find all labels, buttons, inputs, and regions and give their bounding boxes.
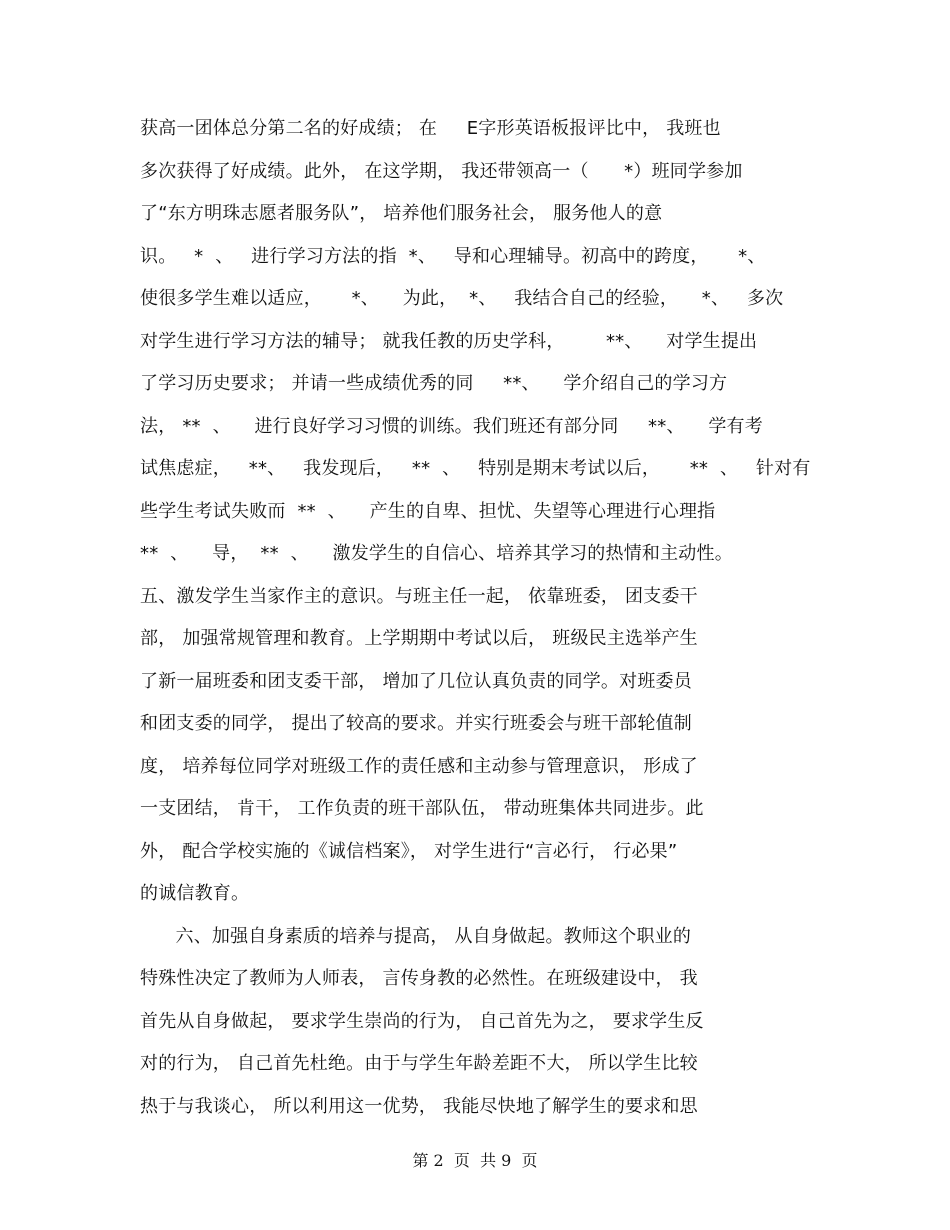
text-line: 使很多学生难以适应， *、 为此， *、 我结合自己的经验， *、 多次 <box>140 288 784 309</box>
text-line: 多次获得了好成绩。此外， 在这学期， 我还带领高一（ *）班同学参加 <box>140 160 743 182</box>
text-line: 一支团结， 肯干， 工作负责的班干部队伍， 带动班集体共同进步。此 <box>140 798 704 819</box>
page-number-footer: 第 2 页 共 9 页 <box>412 1151 538 1170</box>
text-line: 试焦虑症， **、 我发现后， ** 、 特别是期末考试以后， ** 、 针对有 <box>140 458 811 479</box>
text-line: 和团支委的同学， 提出了较高的要求。并实行班委会与班干部轮值制 <box>140 713 692 734</box>
text-line: 了新一届班委和团支委干部， 增加了几位认真负责的同学。对班委员 <box>140 670 692 692</box>
text-line: 识。 * 、 进行学习方法的指 *、 导和心理辅导。初高中的跨度， *、 <box>140 245 766 267</box>
text-line: 度， 培养每位同学对班级工作的责任感和主动参与管理意识， 形成了 <box>140 755 698 777</box>
text-line: 法， ** 、 进行良好学习习惯的训练。我们班还有部分同 **、 学有考 <box>140 415 763 437</box>
text-line: 了学习历史要求； 并请一些成绩优秀的同 **、 学介绍自己的学习方 <box>140 373 728 394</box>
text-line: 获高一团体总分第二名的好成绩； 在 E字形英语板报评比中， 我班也 <box>140 118 721 139</box>
text-line: ** 、 导， ** 、 激发学生的自信心、培养其学习的热情和主动性。 <box>140 543 733 564</box>
text-line: 六、加强自身素质的培养与提高， 从自身做起。教师这个职业的 <box>140 925 692 947</box>
text-line: 首先从自身做起， 要求学生崇尚的行为， 自己首先为之， 要求学生反 <box>140 1010 704 1032</box>
text-line: 对的行为， 自己首先杜绝。由于与学生年龄差距不大， 所以学生比较 <box>140 1053 698 1074</box>
text-line: 五、激发学生当家作主的意识。与班主任一起， 依靠班委， 团支委干 <box>140 585 698 607</box>
text-line: 热于与我谈心， 所以利用这一优势， 我能尽快地了解学生的要求和思 <box>140 1095 698 1117</box>
text-line: 的诚信教育。 <box>140 883 250 904</box>
text-line: 特殊性决定了教师为人师表， 言传身教的必然性。在班级建设中， 我 <box>140 968 698 989</box>
text-line: 对学生进行学习方法的辅导； 就我任教的历史学科， **、 对学生提出 <box>140 330 758 352</box>
text-line: 了“东方明珠志愿者服务队”， 培养他们服务社会， 服务他人的意 <box>140 203 663 224</box>
body-text <box>140 113 820 1133</box>
text-line: 外， 配合学校实施的《诚信档案》， 对学生进行“言必行， 行必果” <box>140 840 678 862</box>
text-line: 部， 加强常规管理和教育。上学期期中考试以后， 班级民主选举产生 <box>140 628 698 649</box>
text-line: 些学生考试失败而 ** 、 产生的自卑、担忧、失望等心理进行心理指 <box>140 500 716 522</box>
